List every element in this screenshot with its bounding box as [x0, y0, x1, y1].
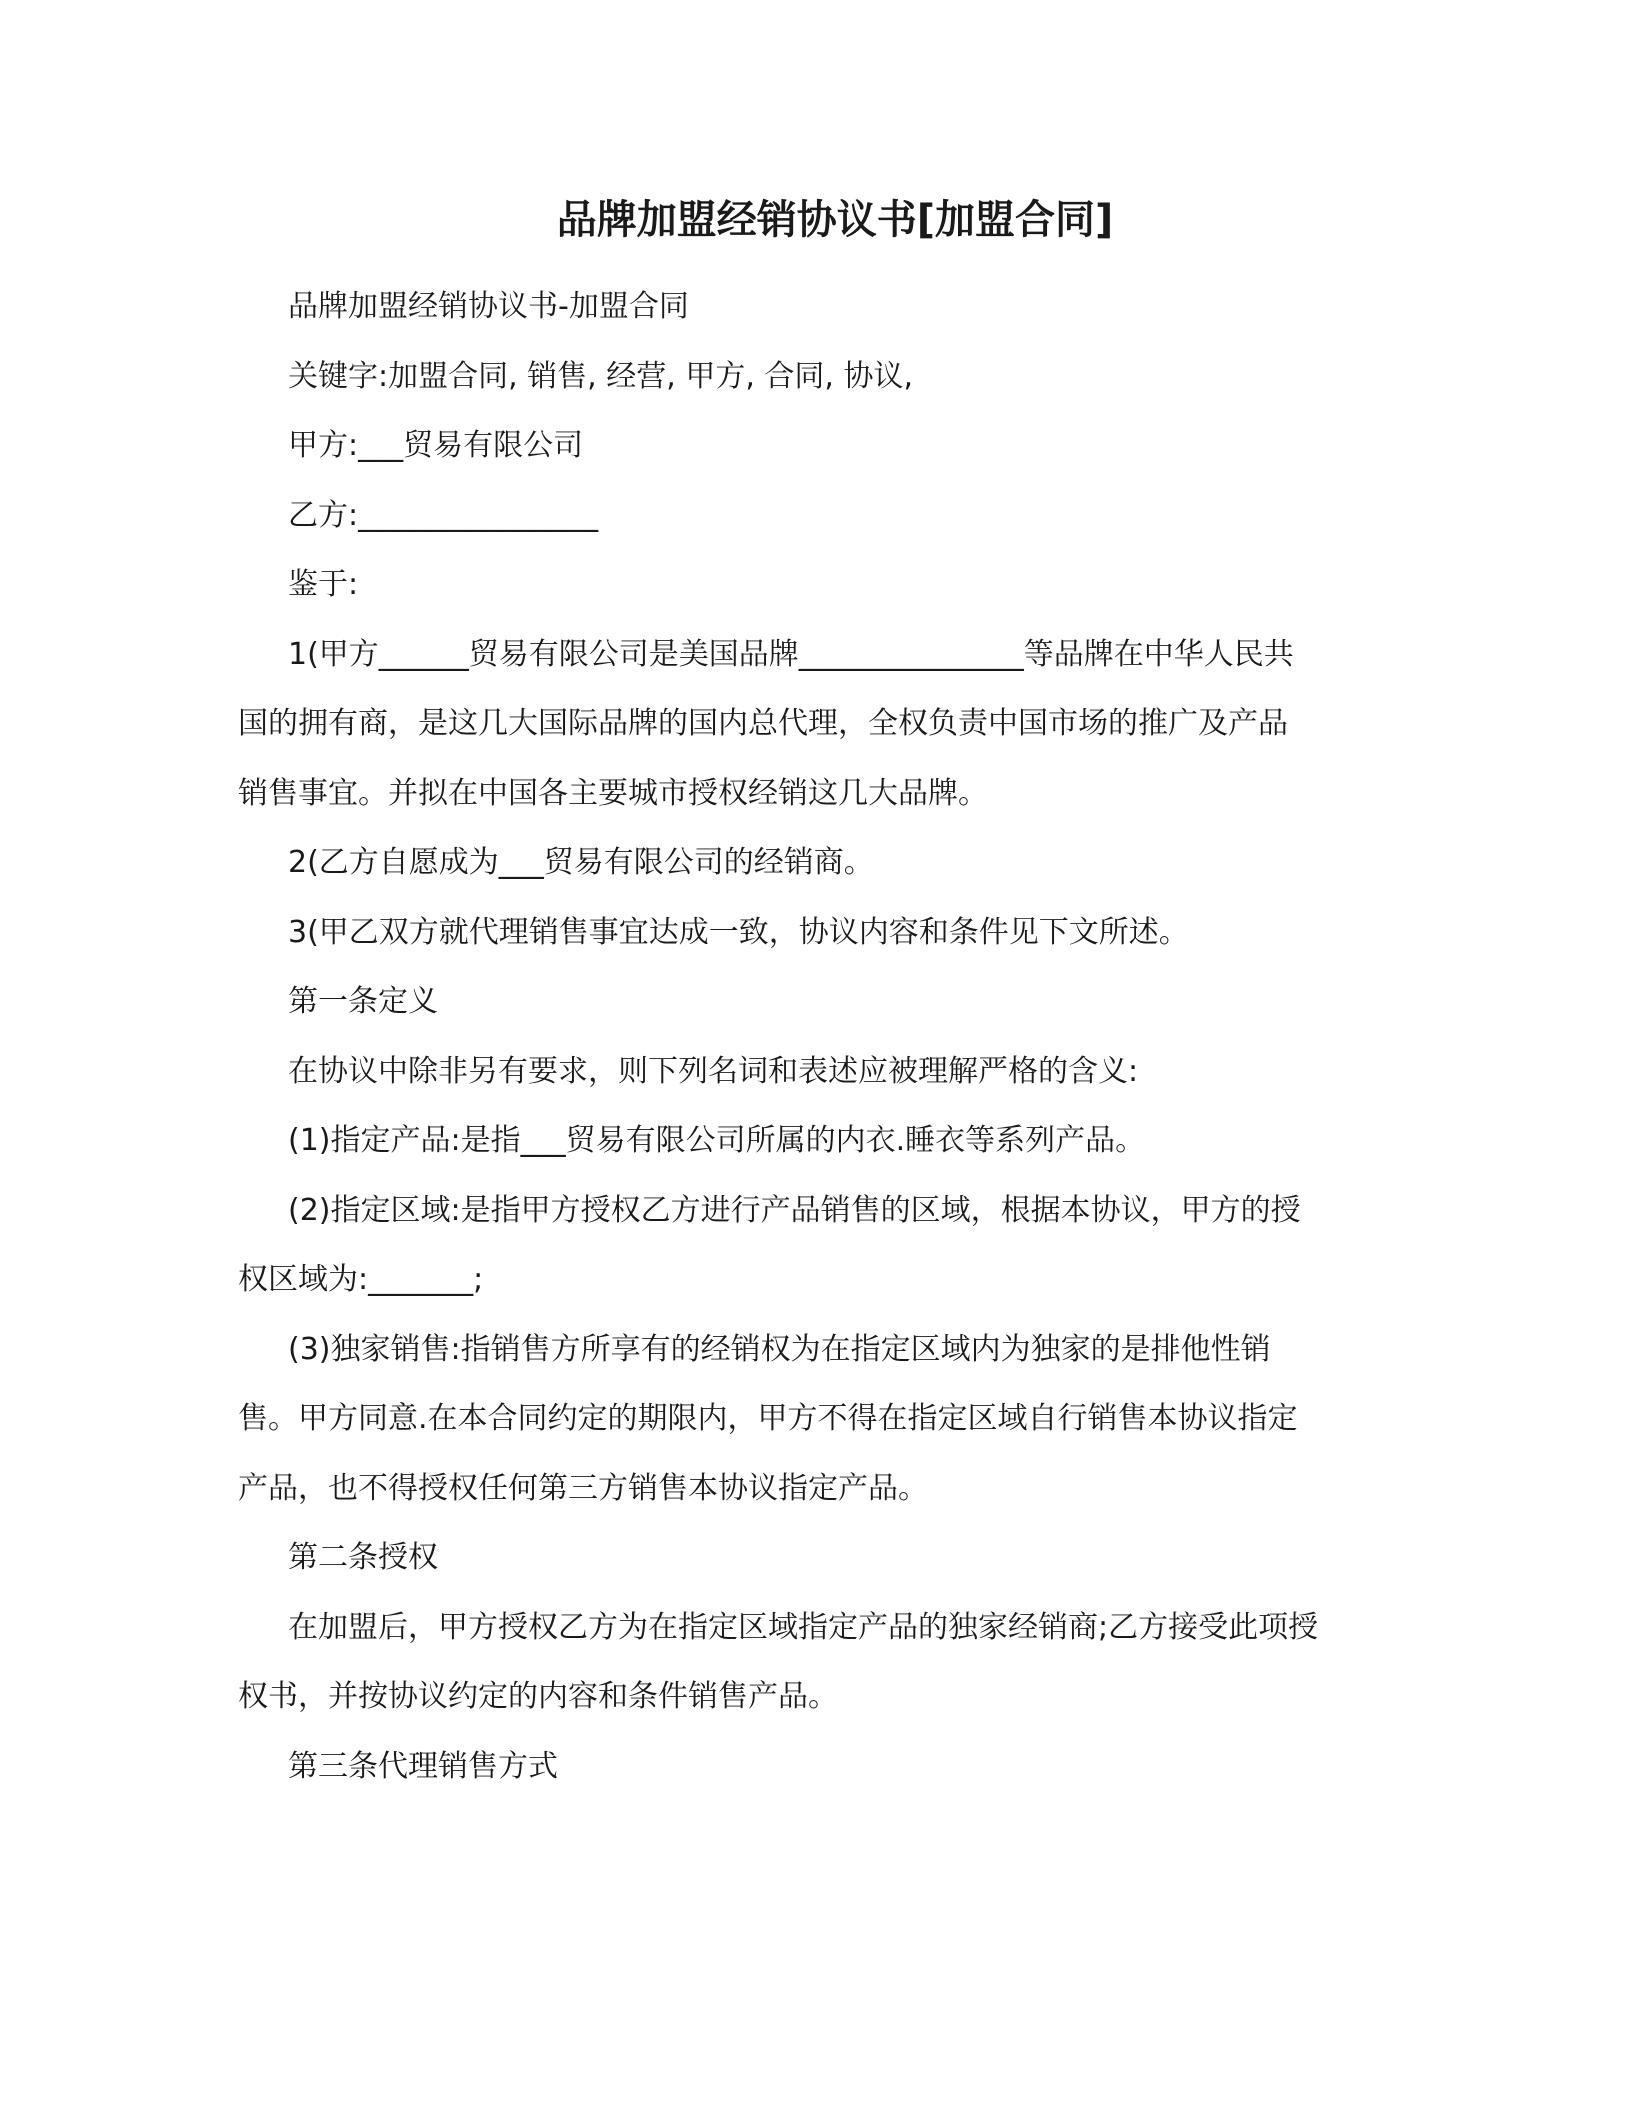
- recital-3-line: 3(甲乙双方就代理销售事宜达成一致，协议内容和条件见下文所述。: [288, 914, 1189, 950]
- subtitle-line: 品牌加盟经销协议书-加盟合同: [288, 289, 689, 324]
- whereas-heading: 鉴于:: [288, 567, 359, 602]
- article-3-heading: 第三条代理销售方式: [288, 1748, 558, 1784]
- article-2-line-1: 在加盟后，甲方授权乙方为在指定区域指定产品的独家经销商;乙方接受此项授: [288, 1609, 1319, 1645]
- recital-1-line-1: 1(甲方______贸易有限公司是美国品牌_______________等品牌在中华人民共: [288, 636, 1294, 672]
- definition-1-line: (1)指定产品:是指___贸易有限公司所属的内衣.睡衣等系列产品。: [288, 1123, 1146, 1158]
- article-2-line-2: 权书，并按协议约定的内容和条件销售产品。: [238, 1679, 838, 1714]
- party-b-line: 乙方:________________: [288, 497, 599, 533]
- definition-2-line-2: 权区域为:_______;: [238, 1262, 484, 1297]
- keywords-line: 关键字:加盟合同, 销售, 经营, 甲方, 合同, 协议,: [288, 358, 914, 394]
- definition-3-line-2: 售。甲方同意.在本合同约定的期限内，甲方不得在指定区域自行销售本协议指定: [238, 1401, 1298, 1436]
- recital-1-line-2: 国的拥有商，是这几大国际品牌的国内总代理，全权负责中国市场的推广及产品: [238, 706, 1288, 741]
- party-a-line: 甲方:___贸易有限公司: [288, 428, 584, 463]
- article-1-intro: 在协议中除非另有要求，则下列名词和表述应被理解严格的含义:: [288, 1053, 1139, 1089]
- article-2-heading: 第二条授权: [288, 1540, 438, 1575]
- definition-3-line-3: 产品，也不得授权任何第三方销售本协议指定产品。: [238, 1470, 928, 1506]
- recital-2-line: 2(乙方自愿成为___贸易有限公司的经销商。: [288, 845, 874, 880]
- definition-2-line-1: (2)指定区域:是指甲方授权乙方进行产品销售的区域，根据本协议，甲方的授: [288, 1192, 1301, 1228]
- document-body: [238, 272, 1384, 1801]
- article-1-heading: 第一条定义: [288, 984, 438, 1019]
- recital-1-line-3: 销售事宜。并拟在中国各主要城市授权经销这几大品牌。: [238, 775, 988, 811]
- definition-3-line-1: (3)独家销售:指销售方所享有的经销权为在指定区域内为独家的是排他性销: [288, 1331, 1271, 1367]
- document-title: 品牌加盟经销协议书[加盟合同]: [556, 197, 1114, 243]
